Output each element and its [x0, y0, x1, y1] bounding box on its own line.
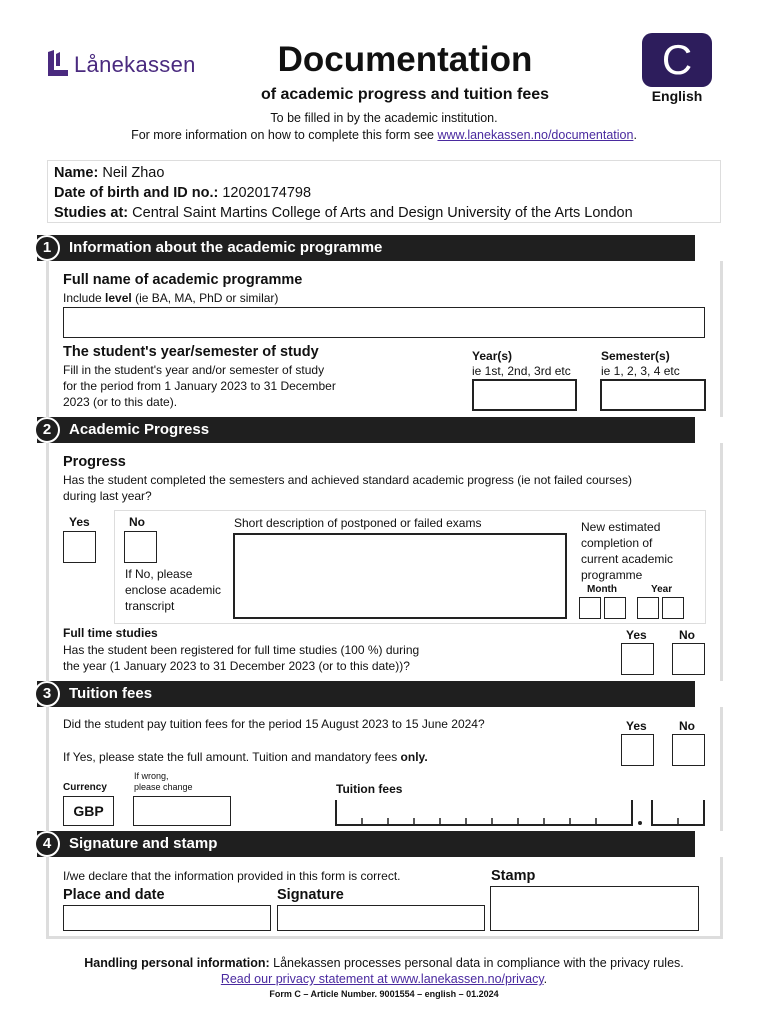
- progress-label: Progress: [63, 454, 126, 470]
- intro-line-2: [0, 128, 768, 142]
- hint-pre: Include: [63, 291, 106, 305]
- year-hint-2: for the period from 1 January 2023 to 31 December: [63, 379, 336, 393]
- student-studies-row: [54, 203, 714, 223]
- section-1-number: 1: [34, 235, 60, 261]
- section-1-header: [37, 235, 695, 261]
- progress-no-checkbox[interactable]: [124, 531, 157, 563]
- tuition-no-label: No: [679, 719, 695, 733]
- documentation-link[interactable]: www.lanekassen.no/documentation: [437, 128, 634, 142]
- semester-label: Semester(s): [601, 349, 670, 363]
- page-title: Documentation: [277, 40, 533, 79]
- programme-input[interactable]: [63, 307, 705, 338]
- logo-text: Lånekassen: [74, 52, 196, 77]
- privacy-text: Lånekassen processes personal data in compliance with the privacy rules.: [269, 956, 684, 970]
- year-digit-2[interactable]: [662, 597, 684, 619]
- fulltime-yes-checkbox[interactable]: [621, 643, 654, 675]
- page-subtitle: of academic progress and tuition fees: [260, 86, 550, 103]
- if-wrong-note: [134, 771, 193, 793]
- declaration-text: I/we declare that the information provided in this form is correct.: [63, 869, 401, 883]
- fulltime-yes-label: Yes: [626, 628, 647, 642]
- year-label: The student's year/semester of study: [63, 344, 319, 360]
- hint-post: (ie BA, MA, PhD or similar): [131, 291, 279, 305]
- no-note-3: transcript: [125, 599, 175, 613]
- section-2-header: [37, 417, 695, 443]
- semester-input[interactable]: [600, 379, 706, 411]
- name-value: Neil Zhao: [102, 165, 165, 181]
- tuition-no-checkbox[interactable]: [672, 734, 705, 766]
- years-input[interactable]: [472, 379, 577, 411]
- year-label-small: Year: [651, 584, 673, 595]
- no-note-1: If No, please: [125, 567, 193, 581]
- tuition-question: Did the student pay tuition fees for the period 15 August 2023 to 15 June 2024?: [63, 717, 485, 731]
- privacy-link-row: [0, 972, 768, 986]
- new-estimate-4: programme: [581, 568, 643, 582]
- section-2-title: Academic Progress: [69, 421, 210, 438]
- new-estimate-1: New estimated: [581, 520, 661, 534]
- year-hint-1: Fill in the student's year and/or semester of study: [63, 363, 325, 377]
- section-3-header: [37, 681, 695, 707]
- no-note-2: enclose academic: [125, 583, 222, 597]
- month-digit-2[interactable]: [604, 597, 626, 619]
- stamp-label: Stamp: [491, 868, 536, 884]
- year-digit-1[interactable]: [637, 597, 659, 619]
- progress-no-label: No: [129, 515, 145, 529]
- privacy-bold: Handling personal information:: [84, 956, 270, 970]
- intro-suffix: .: [633, 128, 637, 142]
- section-1-title: Information about the academic programme: [69, 239, 383, 256]
- month-label: Month: [587, 584, 617, 595]
- short-description-label: Short description of postponed or failed exams: [234, 516, 482, 530]
- fulltime-question-1: Has the student been registered for full time studies (100 %) during: [63, 643, 420, 657]
- section-3-number: 3: [34, 681, 60, 707]
- language-label: English: [651, 88, 703, 104]
- new-estimate-2: completion of: [581, 536, 653, 550]
- section-4-title: Signature and stamp: [69, 835, 218, 852]
- dob-value: 12020174798: [222, 185, 312, 201]
- tuition-yes-label: Yes: [626, 719, 647, 733]
- amount-bold: only.: [400, 750, 428, 764]
- section-2-number: 2: [34, 417, 60, 443]
- year-hint-3: 2023 (or to this date).: [63, 395, 178, 409]
- section-4-number: 4: [34, 831, 60, 857]
- stamp-area[interactable]: [490, 886, 699, 931]
- amount-text: If Yes, please state the full amount. Tuition and mandatory fees: [63, 750, 401, 764]
- name-label: Name:: [54, 165, 99, 181]
- years-hint: ie 1st, 2nd, 3rd etc: [472, 364, 571, 378]
- years-label: Year(s): [472, 349, 513, 363]
- progress-yes-checkbox[interactable]: [63, 531, 96, 563]
- section-3-title: Tuition fees: [69, 685, 153, 702]
- tuition-yes-checkbox[interactable]: [621, 734, 654, 766]
- privacy-link-suffix: .: [543, 972, 548, 986]
- studies-label: Studies at:: [54, 205, 129, 221]
- fulltime-label: Full time studies: [63, 626, 158, 640]
- semester-hint: ie 1, 2, 3, 4 etc: [601, 364, 680, 378]
- intro-line-1: To be filled in by the academic institution.: [270, 111, 498, 125]
- form-letter-badge: C: [642, 33, 712, 87]
- if-wrong-1: If wrong,: [134, 771, 169, 781]
- amount-instruction: [63, 749, 428, 765]
- student-info-box: [47, 160, 721, 223]
- progress-question-1: Has the student completed the semesters and achieved standard academic progress (ie not failed courses): [63, 473, 632, 487]
- new-estimate-3: current academic: [581, 552, 674, 566]
- month-digit-1[interactable]: [579, 597, 601, 619]
- signature-input[interactable]: [277, 905, 485, 931]
- progress-question-2: during last year?: [63, 489, 152, 503]
- intro-text: For more information on how to complete this form see: [131, 128, 438, 142]
- studies-value: Central Saint Martins College of Arts and Design University of the Arts London: [132, 205, 633, 221]
- currency-change-input[interactable]: [133, 796, 231, 826]
- dob-label: Date of birth and ID no.:: [54, 185, 219, 201]
- currency-label: Currency: [63, 782, 107, 793]
- student-name-row: [54, 163, 714, 183]
- privacy-notice: [0, 956, 768, 970]
- hint-bold: level: [105, 291, 132, 305]
- place-date-input[interactable]: [63, 905, 271, 931]
- progress-yes-label: Yes: [69, 515, 90, 529]
- short-description-input[interactable]: [233, 533, 567, 619]
- fulltime-no-checkbox[interactable]: [672, 643, 705, 675]
- form-info: Form C – Article Number. 9001554 – english – 01.2024: [269, 989, 499, 999]
- place-date-label: Place and date: [63, 887, 165, 903]
- if-wrong-2: please change: [134, 782, 193, 792]
- section-4-header: [37, 831, 695, 857]
- programme-hint: [63, 290, 278, 306]
- tuition-fees-digit-input[interactable]: [334, 798, 708, 828]
- signature-label: Signature: [277, 887, 344, 903]
- programme-label: Full name of academic programme: [63, 272, 303, 288]
- currency-field[interactable]: GBP: [63, 796, 114, 826]
- fulltime-no-label: No: [679, 628, 695, 642]
- privacy-link[interactable]: Read our privacy statement at www.lanekassen.no/privacy: [220, 972, 544, 986]
- tuition-fees-label: Tuition fees: [336, 782, 403, 796]
- student-dob-row: [54, 183, 714, 203]
- fulltime-question-2: the year (1 January 2023 to 31 December 2023 (or to this date))?: [63, 659, 410, 673]
